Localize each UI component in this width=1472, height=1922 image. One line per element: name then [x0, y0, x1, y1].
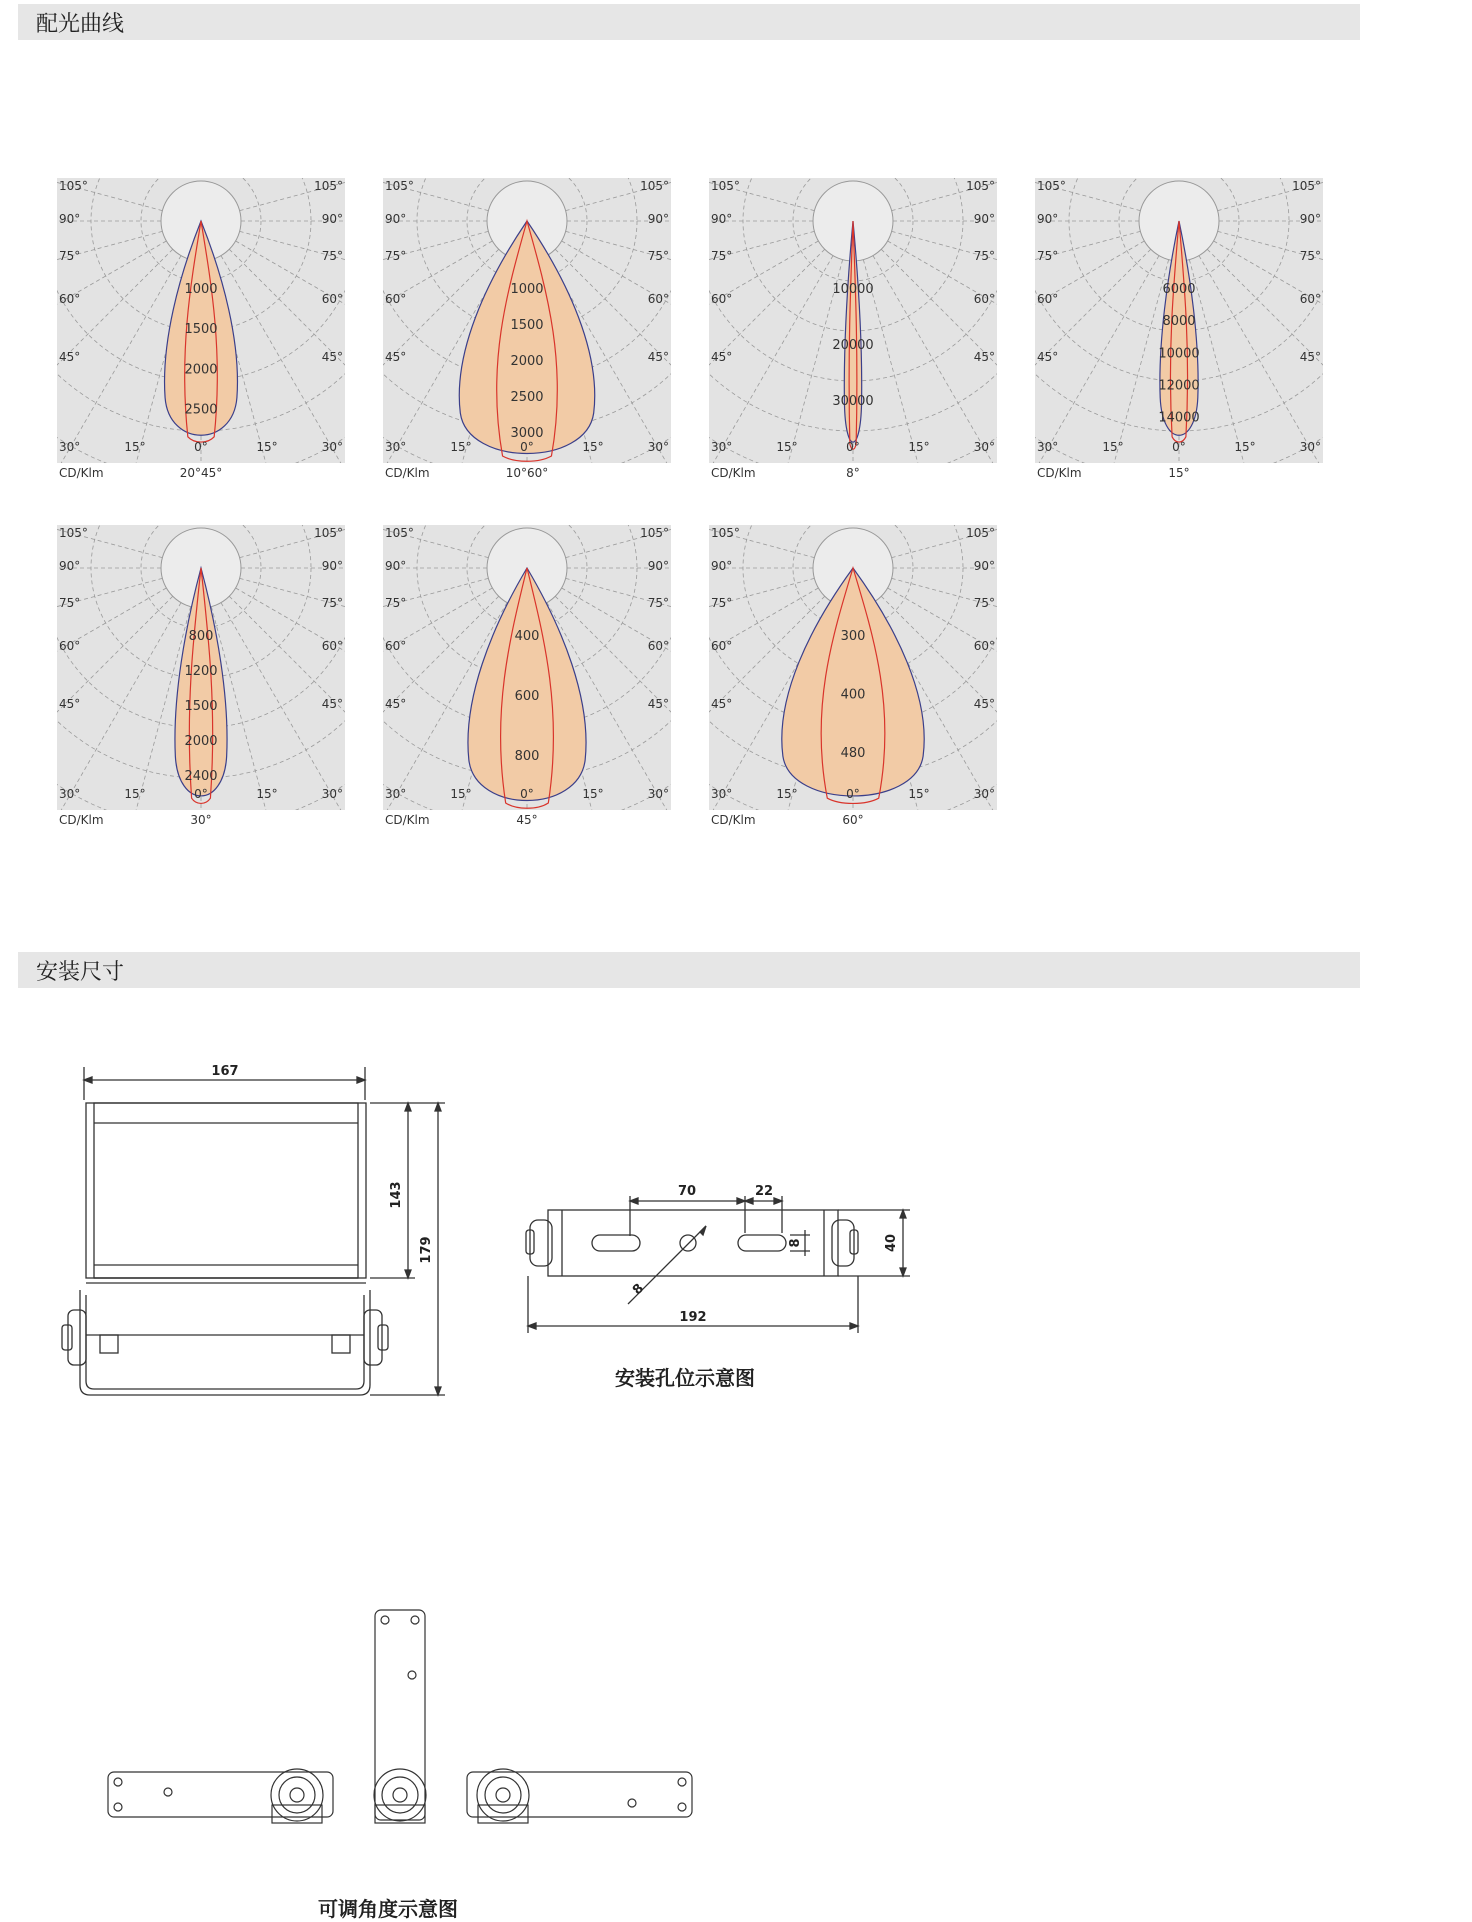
angle-label: 75°: [321, 249, 343, 263]
angle-label: 30°: [1037, 440, 1059, 454]
angle-label: 90°: [711, 212, 733, 226]
angle-label: 45°: [385, 350, 407, 364]
angle-label: 60°: [385, 639, 407, 653]
angle-label: 105°: [385, 526, 414, 540]
angle-label: 105°: [385, 179, 414, 193]
angle-label: 45°: [973, 350, 995, 364]
angle-label: 75°: [647, 596, 669, 610]
angle-label: 75°: [321, 596, 343, 610]
angle-label: 15°: [582, 787, 604, 801]
angle-label: 105°: [711, 526, 740, 540]
unit-label: CD/Klm: [711, 466, 756, 480]
ring-label: 20000: [832, 338, 874, 353]
angle-label: 90°: [59, 212, 81, 226]
section-title: 安装尺寸: [36, 960, 125, 985]
angle-label: 75°: [647, 249, 669, 263]
ring-label: 1500: [184, 322, 218, 338]
angle-label: 0°: [846, 440, 860, 454]
unit-label: CD/Klm: [385, 813, 430, 827]
angle-label: 30°: [321, 787, 343, 801]
angle-label: 45°: [711, 350, 733, 364]
dim-bracket-length: 192: [679, 1310, 707, 1325]
mount-hole-caption: 安装孔位示意图: [615, 1366, 755, 1390]
angle-label: 60°: [1299, 292, 1321, 306]
angle-label: 60°: [1037, 292, 1059, 306]
angle-label: 105°: [59, 179, 88, 193]
ring-label: 2000: [184, 362, 218, 378]
angle-label: 90°: [59, 559, 81, 573]
polar-chart-5: [57, 525, 345, 830]
angle-label: 0°: [846, 787, 860, 801]
ring-label: 1500: [510, 318, 544, 333]
dim-height-outer: 179: [419, 1236, 434, 1264]
polar-chart-1: [57, 178, 345, 483]
angle-label: 60°: [321, 292, 343, 306]
dim-slot-spacing: 70: [677, 1184, 697, 1199]
section-header-installation: [18, 952, 1360, 988]
ring-label: 12000: [1158, 378, 1200, 394]
dim-width: 167: [211, 1064, 239, 1079]
dim-slot-length: 22: [754, 1184, 774, 1199]
angle-label: 30°: [647, 440, 669, 454]
angle-label: 15°: [124, 787, 146, 801]
ring-label: 10000: [1158, 346, 1200, 362]
ring-label: 2500: [184, 402, 218, 418]
angle-label: 0°: [520, 440, 534, 454]
angle-label: 0°: [1172, 440, 1186, 454]
ring-label: 30000: [832, 394, 874, 409]
ring-label: 10000: [832, 282, 874, 297]
dim-slot-height: 8: [788, 1238, 803, 1248]
ring-label: 480: [840, 745, 866, 761]
ring-label: 2400: [184, 769, 218, 785]
angle-label: 75°: [711, 249, 733, 263]
ring-label: 14000: [1158, 410, 1200, 426]
angle-label: 15°: [256, 787, 278, 801]
angle-label: 45°: [647, 350, 669, 364]
angle-label: 90°: [647, 559, 669, 573]
unit-label: CD/Klm: [1037, 466, 1082, 480]
polar-chart-2: [383, 178, 671, 483]
angle-label: 45°: [1299, 350, 1321, 364]
angle-label: 90°: [711, 559, 733, 573]
angle-label: 45°: [385, 697, 407, 711]
angle-label: 60°: [647, 639, 669, 653]
angle-label: 75°: [59, 249, 81, 263]
angle-label: 0°: [194, 440, 208, 454]
angle-label: 0°: [194, 787, 208, 801]
polar-chart-4: [1035, 178, 1323, 483]
angle-label: 90°: [1037, 212, 1059, 226]
angle-label: 105°: [1037, 179, 1066, 193]
angle-label: 90°: [1299, 212, 1321, 226]
angle-label: 75°: [1037, 249, 1059, 263]
angle-label: 105°: [711, 179, 740, 193]
section-header-light-distribution: [18, 4, 1360, 40]
angle-label: 60°: [59, 292, 81, 306]
mount-hole-drawing: [520, 1168, 920, 1348]
angle-label: 45°: [59, 350, 81, 364]
angle-label: 60°: [321, 639, 343, 653]
section-title: 配光曲线: [36, 12, 125, 37]
angle-label: 15°: [256, 440, 278, 454]
angle-label: 30°: [59, 787, 81, 801]
angle-label: 60°: [973, 639, 995, 653]
angle-label: 30°: [1299, 440, 1321, 454]
ring-label: 600: [514, 689, 540, 704]
angle-label: 30°: [385, 440, 407, 454]
angle-label: 90°: [973, 212, 995, 226]
angle-label: 90°: [647, 212, 669, 226]
angle-label: 15°: [908, 440, 930, 454]
angle-label: 15°: [450, 787, 472, 801]
angle-label: 15°: [1234, 440, 1256, 454]
angle-label: 105°: [1292, 179, 1321, 193]
angle-label: 45°: [973, 697, 995, 711]
ring-label: 800: [514, 749, 540, 764]
angle-label: 90°: [321, 559, 343, 573]
angle-label: 15°: [582, 440, 604, 454]
dim-bracket-height: 40: [884, 1233, 899, 1253]
angle-label: 45°: [321, 697, 343, 711]
ring-label: 300: [840, 629, 866, 644]
angle-label: 45°: [59, 697, 81, 711]
angle-label: 15°: [776, 787, 798, 801]
angle-label: 90°: [385, 559, 407, 573]
ring-label: 400: [840, 687, 866, 703]
ring-label: 2500: [510, 390, 544, 405]
angle-label: 60°: [385, 292, 407, 306]
front-view-drawing: [60, 1055, 460, 1415]
angle-label: 15°: [1102, 440, 1124, 454]
angle-label: 45°: [711, 697, 733, 711]
beam-angle-label: 15°: [1168, 466, 1190, 480]
angle-label: 30°: [59, 440, 81, 454]
beam-angle-label: 8°: [846, 466, 860, 480]
angle-label: 60°: [647, 292, 669, 306]
angle-label: 105°: [966, 179, 995, 193]
dim-center-hole: 8: [630, 1281, 648, 1299]
angle-label: 30°: [321, 440, 343, 454]
angle-label: 60°: [59, 639, 81, 653]
angle-label: 30°: [973, 440, 995, 454]
angle-label: 60°: [711, 292, 733, 306]
angle-label: 75°: [711, 596, 733, 610]
ring-label: 8000: [1162, 314, 1196, 330]
angle-adjust-caption: 可调角度示意图: [318, 1897, 458, 1921]
beam-angle-label: 10°60°: [505, 466, 549, 480]
angle-label: 105°: [314, 179, 343, 193]
angle-label: 90°: [321, 212, 343, 226]
beam-angle-label: 30°: [190, 813, 212, 827]
angle-label: 30°: [647, 787, 669, 801]
angle-label: 15°: [124, 440, 146, 454]
ring-label: 400: [514, 629, 540, 644]
angle-label: 45°: [647, 697, 669, 711]
unit-label: CD/Klm: [385, 466, 430, 480]
angle-label: 105°: [314, 526, 343, 540]
angle-label: 15°: [776, 440, 798, 454]
angle-label: 30°: [711, 787, 733, 801]
polar-chart-3: [709, 178, 997, 483]
angle-label: 90°: [973, 559, 995, 573]
angle-label: 60°: [973, 292, 995, 306]
beam-angle-label: 60°: [842, 813, 864, 827]
angle-label: 75°: [973, 596, 995, 610]
angle-label: 105°: [640, 179, 669, 193]
angle-label: 0°: [520, 787, 534, 801]
angle-label: 30°: [711, 440, 733, 454]
angle-label: 75°: [59, 596, 81, 610]
beam-angle-label: 45°: [516, 813, 538, 827]
beam-angle-label: 20°45°: [179, 466, 223, 480]
ring-label: 1500: [184, 699, 218, 715]
angle-label: 60°: [711, 639, 733, 653]
angle-label: 75°: [973, 249, 995, 263]
angle-label: 105°: [966, 526, 995, 540]
angle-label: 15°: [450, 440, 472, 454]
ring-label: 1000: [510, 282, 544, 297]
ring-label: 1200: [184, 664, 218, 680]
dim-height-inner: 143: [389, 1181, 404, 1209]
angle-label: 45°: [321, 350, 343, 364]
ring-label: 2000: [510, 354, 544, 369]
ring-label: 800: [188, 629, 214, 644]
angle-label: 45°: [1037, 350, 1059, 364]
polar-chart-6: [383, 525, 671, 830]
angle-label: 75°: [1299, 249, 1321, 263]
angle-label: 90°: [385, 212, 407, 226]
unit-label: CD/Klm: [59, 813, 104, 827]
angle-label: 30°: [385, 787, 407, 801]
angle-label: 15°: [908, 787, 930, 801]
angle-label: 30°: [973, 787, 995, 801]
polar-chart-7: [709, 525, 997, 830]
angle-label: 105°: [640, 526, 669, 540]
ring-label: 2000: [184, 734, 218, 750]
ring-label: 3000: [510, 426, 544, 441]
unit-label: CD/Klm: [711, 813, 756, 827]
ring-label: 1000: [184, 282, 218, 297]
angle-label: 75°: [385, 596, 407, 610]
unit-label: CD/Klm: [59, 466, 104, 480]
ring-label: 6000: [1162, 282, 1196, 297]
angle-label: 105°: [59, 526, 88, 540]
angle-adjust-drawing: [100, 1605, 720, 1825]
angle-label: 75°: [385, 249, 407, 263]
